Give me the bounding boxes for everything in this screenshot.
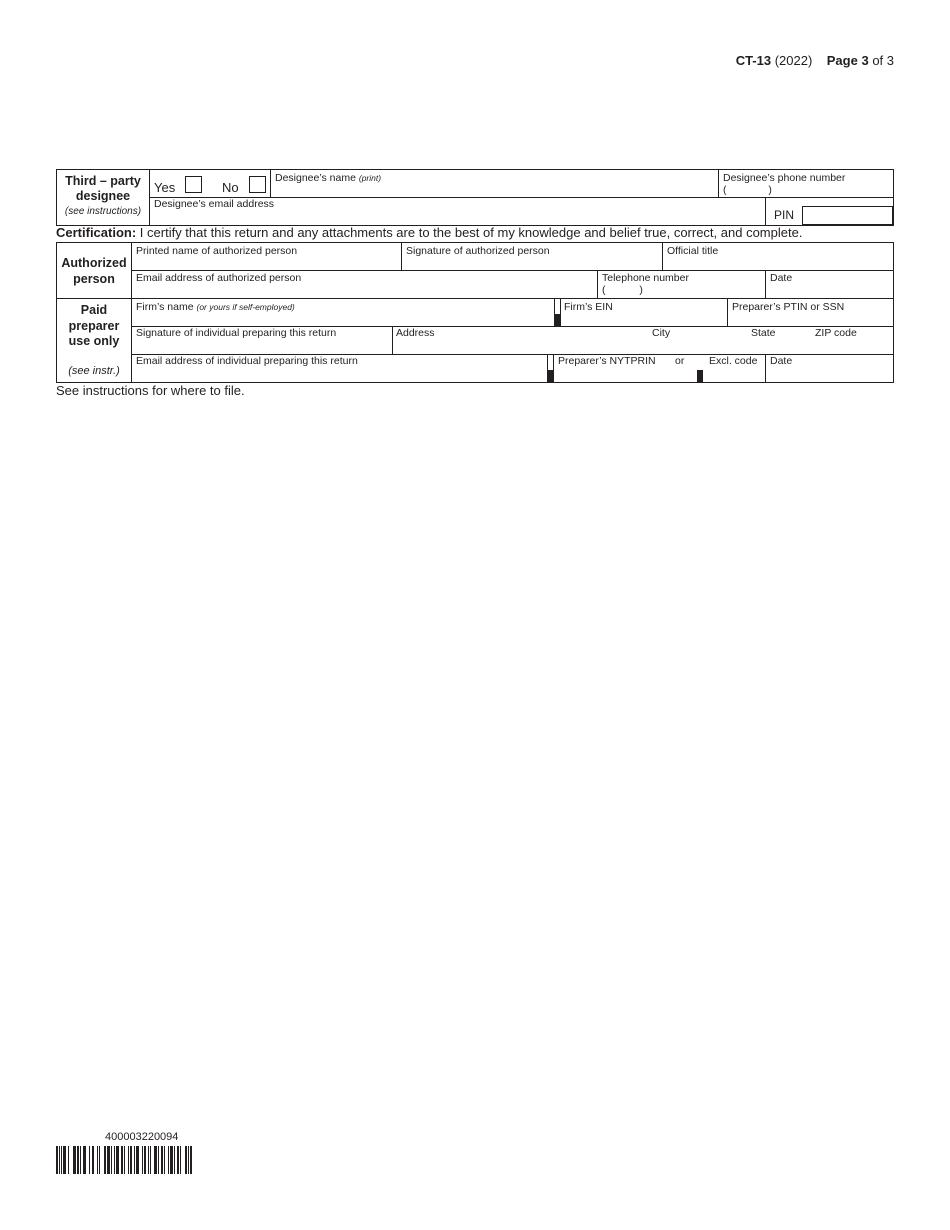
preparer-signature-label: Signature of individual preparing this return <box>136 327 337 339</box>
certification-text: I certify that this return and any attachments are to the best of my knowledge and belief true, correct, and complete. <box>139 225 803 240</box>
barcode-image <box>56 1146 192 1174</box>
designee-no-checkbox[interactable] <box>249 176 266 193</box>
authorized-printed-name-label: Printed name of authorized person <box>136 245 298 257</box>
certification-label: Certification: <box>56 225 137 240</box>
excl-code-field[interactable] <box>709 355 757 367</box>
designee-section <box>56 169 894 226</box>
designee-name-note: (print) <box>358 173 382 183</box>
preparer-nytprin-label: Preparer’s NYTPRIN <box>558 355 656 367</box>
authorized-email-label: Email address of authorized person <box>136 272 302 284</box>
authorized-section-title: Authorized person <box>61 256 127 286</box>
preparer-ptin-field[interactable] <box>732 301 844 313</box>
preparer-section <box>56 298 894 383</box>
firm-ein-field[interactable] <box>564 301 613 313</box>
preparer-zip-label: ZIP code <box>815 327 857 339</box>
preparer-date-label: Date <box>770 355 793 367</box>
authorized-telephone-field[interactable] <box>602 272 689 296</box>
preparer-city-label: City <box>652 327 671 339</box>
designee-yes-label: Yes <box>154 180 176 195</box>
designee-no-label: No <box>222 180 239 195</box>
barcode-number: 400003220094 <box>105 1131 179 1143</box>
preparer-section-note: (see instr.) <box>68 365 120 377</box>
excl-code-label: Excl. code <box>709 355 758 367</box>
designee-phone-field[interactable] <box>723 172 845 196</box>
preparer-address-field[interactable] <box>396 327 435 339</box>
page-of: of 3 <box>872 53 894 68</box>
authorized-title-label: Official title <box>667 245 719 257</box>
designee-section-note: (see instructions) <box>64 206 142 217</box>
authorized-date-label: Date <box>770 272 793 284</box>
nytprin-or-label: or <box>675 355 685 367</box>
authorized-telephone-label: Telephone number <box>602 272 689 284</box>
authorized-signature-label: Signature of authorized person <box>406 245 550 257</box>
preparer-email-field[interactable] <box>136 355 358 367</box>
authorized-signature-field[interactable] <box>406 245 550 257</box>
preparer-state-label: State <box>751 327 776 339</box>
page-word: Page <box>826 53 858 68</box>
phone-paren-open: ( <box>723 184 727 196</box>
preparer-ptin-label: Preparer’s PTIN or SSN <box>732 301 845 313</box>
firm-name-field[interactable] <box>136 301 295 313</box>
preparer-nytprin-field[interactable] <box>558 355 656 367</box>
authorized-printed-name-field[interactable] <box>136 245 297 257</box>
firm-name-label: Firm’s name <box>136 301 194 313</box>
form-id: CT-13 <box>735 53 772 68</box>
designee-phone-label: Designee’s phone number <box>723 172 846 184</box>
filing-instructions-note: See instructions for where to file. <box>56 383 245 398</box>
preparer-address-label: Address <box>396 327 435 339</box>
authorized-section <box>56 242 894 299</box>
authorized-date-field[interactable] <box>770 272 792 284</box>
firm-name-note: (or yours if self-employed) <box>196 302 295 312</box>
preparer-signature-field[interactable] <box>136 327 336 339</box>
phone-paren-open: ( <box>602 284 606 296</box>
phone-paren-close: ) <box>768 184 772 196</box>
form-year: (2022) <box>774 53 813 68</box>
page-number: 3 <box>861 53 869 68</box>
designee-pin-label: PIN <box>774 208 795 222</box>
designee-email-label: Designee’s email address <box>154 198 275 210</box>
authorized-title-field[interactable] <box>667 245 718 257</box>
phone-paren-close: ) <box>639 284 643 296</box>
designee-name-field[interactable] <box>275 172 381 184</box>
designee-pin-input[interactable] <box>802 206 893 225</box>
page-header <box>736 53 894 68</box>
preparer-email-label: Email address of individual preparing this return <box>136 355 358 367</box>
designee-name-label: Designee’s name <box>275 172 356 184</box>
authorized-email-field[interactable] <box>136 272 301 284</box>
firm-ein-label: Firm’s EIN <box>564 301 613 313</box>
excl-code-marker <box>697 370 703 382</box>
designee-yes-checkbox[interactable] <box>185 176 202 193</box>
designee-email-field[interactable] <box>154 198 274 210</box>
certification-statement <box>56 225 802 240</box>
designee-section-title: Third – party designee <box>65 174 141 203</box>
preparer-section-title: Paid preparer use only <box>68 303 120 348</box>
preparer-date-field[interactable] <box>770 355 792 367</box>
